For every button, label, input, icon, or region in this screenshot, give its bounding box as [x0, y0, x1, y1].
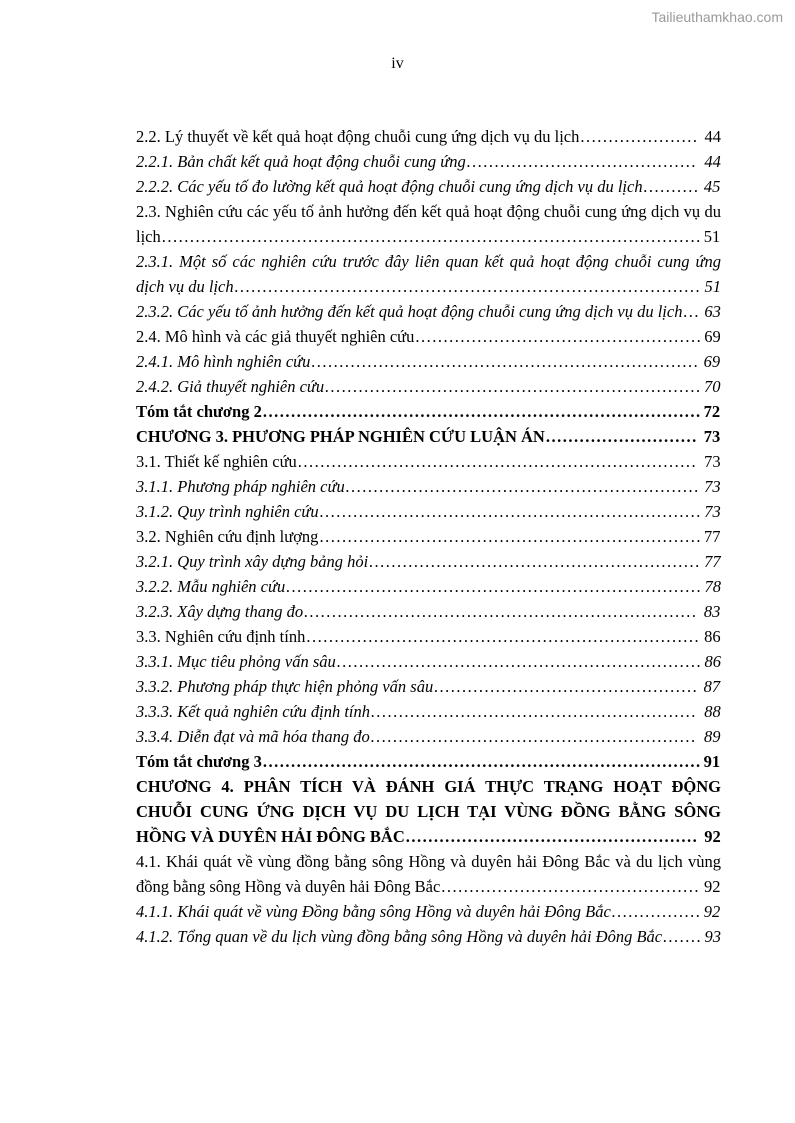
- toc-entry-title: 4.1.2. Tổng quan về du lịch vùng đồng bằng sông Hồng và duyên hải Đông Bắc: [136, 927, 663, 946]
- toc-entry-title: 3.3.4. Diễn đạt và mã hóa thang đo: [136, 727, 370, 746]
- toc-entry: [136, 849, 721, 899]
- toc-entry-title: 2.2.2. Các yếu tố đo lường kết quả hoạt động chuỗi cung ứng dịch vụ du lịch: [136, 177, 643, 196]
- toc-dot-leader: .........................................: [466, 152, 698, 171]
- toc-entry-title: 2.3.2. Các yếu tố ảnh hưởng đến kết quả hoạt động chuỗi cung ứng dịch vụ du lịch: [136, 302, 683, 321]
- toc-entry: [136, 124, 721, 149]
- toc-entry-page: 77: [704, 552, 721, 571]
- toc-entry-title: 3.2.1. Quy trình xây dựng bảng hỏi: [136, 552, 369, 571]
- toc-entry-title: 3.3.3. Kết quả nghiên cứu định tính: [136, 702, 371, 721]
- toc-entry-title: CHƯƠNG 3. PHƯƠNG PHÁP NGHIÊN CỨU LUẬN ÁN: [136, 427, 545, 446]
- toc-entry-title: Tóm tắt chương 3: [136, 752, 262, 771]
- watermark: Tailieuthamkhao.com: [651, 9, 783, 25]
- toc-entry: [136, 649, 721, 674]
- toc-entry: [136, 424, 721, 449]
- toc-dot-leader: ..............................................................................: [262, 752, 702, 771]
- toc-entry-title: 3.2.2. Mẫu nghiên cứu: [136, 577, 286, 596]
- toc-entry-page: 83: [703, 602, 721, 621]
- toc-dot-leader: ..........................................................: [370, 727, 697, 746]
- toc-entry-page: 70: [704, 377, 721, 396]
- toc-entry: [136, 774, 721, 849]
- toc-entry-title: 2.2. Lý thuyết về kết quả hoạt động chuỗi cung ứng dịch vụ du lịch: [136, 127, 580, 146]
- toc-entry-title: 4.1.1. Khái quát về vùng Đồng bằng sông Hồng và duyên hải Đông Bắc: [136, 902, 611, 921]
- toc-dot-leader: ....................................................: [405, 827, 699, 846]
- toc-entry: [136, 474, 721, 499]
- toc-entry-page: 86: [704, 627, 721, 646]
- toc-entry-page: 88: [704, 702, 721, 721]
- toc-entry-title: 3.1.1. Phương pháp nghiên cứu: [136, 477, 345, 496]
- toc-entry-title: 3.2.3. Xây dựng thang đo: [136, 602, 304, 621]
- toc-entry-page: 44: [704, 127, 721, 146]
- toc-entry: [136, 549, 721, 574]
- toc-dot-leader: ...................................................................................: [234, 277, 702, 296]
- toc-entry-page: 73: [704, 502, 721, 521]
- toc-entry-page: 92: [703, 902, 721, 921]
- toc-dot-leader: ..........................................................................: [286, 577, 703, 596]
- toc-dot-leader: ...............................................................: [345, 477, 701, 496]
- toc-entry-title: 4.1. Khái quát về vùng đồng bằng sông Hồng và duyên hải Đông Bắc và du lịch vùng đồng bằng sông Hồng và duyên hải Đông Bắc: [136, 852, 721, 896]
- toc-entry: [136, 724, 721, 749]
- toc-entry-title: 2.2.1. Bản chất kết quả hoạt động chuỗi cung ứng: [136, 152, 466, 171]
- toc-entry: [136, 299, 721, 324]
- toc-entry: [136, 399, 721, 424]
- toc-entry-page: 45: [703, 177, 721, 196]
- toc-entry: [136, 449, 721, 474]
- toc-dot-leader: ......................................................................: [306, 627, 701, 646]
- toc-dot-leader: ....................................................................: [319, 502, 703, 521]
- toc-entry: [136, 324, 721, 349]
- toc-entry-page: 73: [704, 477, 721, 496]
- page-number: iv: [391, 55, 404, 72]
- toc-entry-page: 87: [703, 677, 721, 696]
- toc-entry-title: 2.3. Nghiên cứu các yếu tố ảnh hưởng đến kết quả hoạt động chuỗi cung ứng dịch vụ du lịch: [136, 202, 721, 246]
- toc-entry: [136, 699, 721, 724]
- toc-entry-title: 2.4.1. Mô hình nghiên cứu: [136, 352, 311, 371]
- toc-entry-page: 78: [704, 577, 721, 596]
- toc-dot-leader: ...........................: [545, 427, 698, 446]
- toc-entry-page: 92: [704, 827, 721, 846]
- toc-dot-leader: ......................................................................: [304, 602, 698, 621]
- toc-entry: [136, 599, 721, 624]
- toc-entry-page: 51: [703, 227, 721, 246]
- toc-entry-page: 63: [704, 302, 721, 321]
- toc-entry-title: 2.4. Mô hình và các giả thuyết nghiên cứu: [136, 327, 415, 346]
- toc-entry-page: 89: [703, 727, 721, 746]
- toc-entry-page: 92: [704, 877, 721, 896]
- toc-entry-title: Tóm tắt chương 2: [136, 402, 262, 421]
- toc-entry-page: 93: [704, 927, 721, 946]
- toc-entry: [136, 749, 721, 774]
- toc-entry-page: 77: [703, 527, 721, 546]
- toc-entry-page: 51: [704, 277, 721, 296]
- toc-entry-page: 72: [703, 402, 721, 421]
- toc-entry: [136, 924, 721, 949]
- toc-entry-page: 91: [703, 752, 721, 771]
- toc-dot-leader: ....................................................................: [319, 527, 702, 546]
- toc-entry-title: CHƯƠNG 4. PHÂN TÍCH VÀ ĐÁNH GIÁ THỰC TRẠNG HOẠT ĐỘNG CHUỖI CUNG ỨNG DỊCH VỤ DU LỊCH TẠI VÙNG ĐỒNG BẰNG SÔNG HỒNG VÀ DUYÊN HẢI ĐÔNG BẮC: [136, 777, 721, 846]
- toc-entry: [136, 674, 721, 699]
- toc-entry: [136, 624, 721, 649]
- toc-entry-page: 86: [704, 652, 721, 671]
- toc-entry: [136, 499, 721, 524]
- toc-dot-leader: .....................................................................: [311, 352, 700, 371]
- toc-entry-title: 3.3.2. Phương pháp thực hiện phỏng vấn sâu: [136, 677, 434, 696]
- toc-dot-leader: ..............................................................................: [262, 402, 702, 421]
- toc-entry-title: 3.3.1. Mục tiêu phỏng vấn sâu: [136, 652, 336, 671]
- toc-entry: [136, 199, 721, 249]
- toc-entry-page: 69: [703, 352, 721, 371]
- toc-entry: [136, 249, 721, 299]
- toc-entry-page: 44: [704, 152, 721, 171]
- toc-dot-leader: ...: [683, 302, 701, 321]
- toc-entry-title: 2.4.2. Giả thuyết nghiên cứu: [136, 377, 325, 396]
- toc-dot-leader: ...........................................................: [369, 552, 702, 571]
- toc-dot-leader: .................................................................: [336, 652, 703, 671]
- toc-dot-leader: .......: [663, 927, 703, 946]
- toc-dot-leader: ...............................................: [434, 677, 699, 696]
- toc-dot-leader: ................................................................................................: [161, 227, 702, 246]
- toc-entry: [136, 574, 721, 599]
- toc-entry-page: 73: [703, 427, 721, 446]
- toc-dot-leader: ..........................................................: [371, 702, 698, 721]
- toc-entry-title: 3.2. Nghiên cứu định lượng: [136, 527, 319, 546]
- toc-dot-leader: .......................................................................: [297, 452, 698, 471]
- table-of-contents: [136, 124, 721, 949]
- toc-entry: [136, 174, 721, 199]
- toc-entry: [136, 899, 721, 924]
- toc-entry-title: 3.1.2. Quy trình nghiên cứu: [136, 502, 319, 521]
- toc-entry-title: 3.1. Thiết kế nghiên cứu: [136, 452, 297, 471]
- toc-entry: [136, 374, 721, 399]
- toc-entry-title: 2.3.1. Một số các nghiên cứu trước đây liên quan kết quả hoạt động chuỗi cung ứng dịch vụ du lịch: [136, 252, 721, 296]
- toc-dot-leader: ................: [611, 902, 702, 921]
- toc-dot-leader: ..............................................: [441, 877, 701, 896]
- toc-entry: [136, 149, 721, 174]
- toc-dot-leader: ...................................................................: [325, 377, 703, 396]
- toc-dot-leader: .....................: [580, 127, 699, 146]
- toc-entry-page: 73: [704, 452, 721, 471]
- toc-entry: [136, 349, 721, 374]
- toc-entry: [136, 524, 721, 549]
- toc-entry-title: 3.3. Nghiên cứu định tính: [136, 627, 306, 646]
- toc-dot-leader: ...................................................: [415, 327, 703, 346]
- toc-entry-page: 69: [704, 327, 721, 346]
- toc-dot-leader: ..........: [643, 177, 700, 196]
